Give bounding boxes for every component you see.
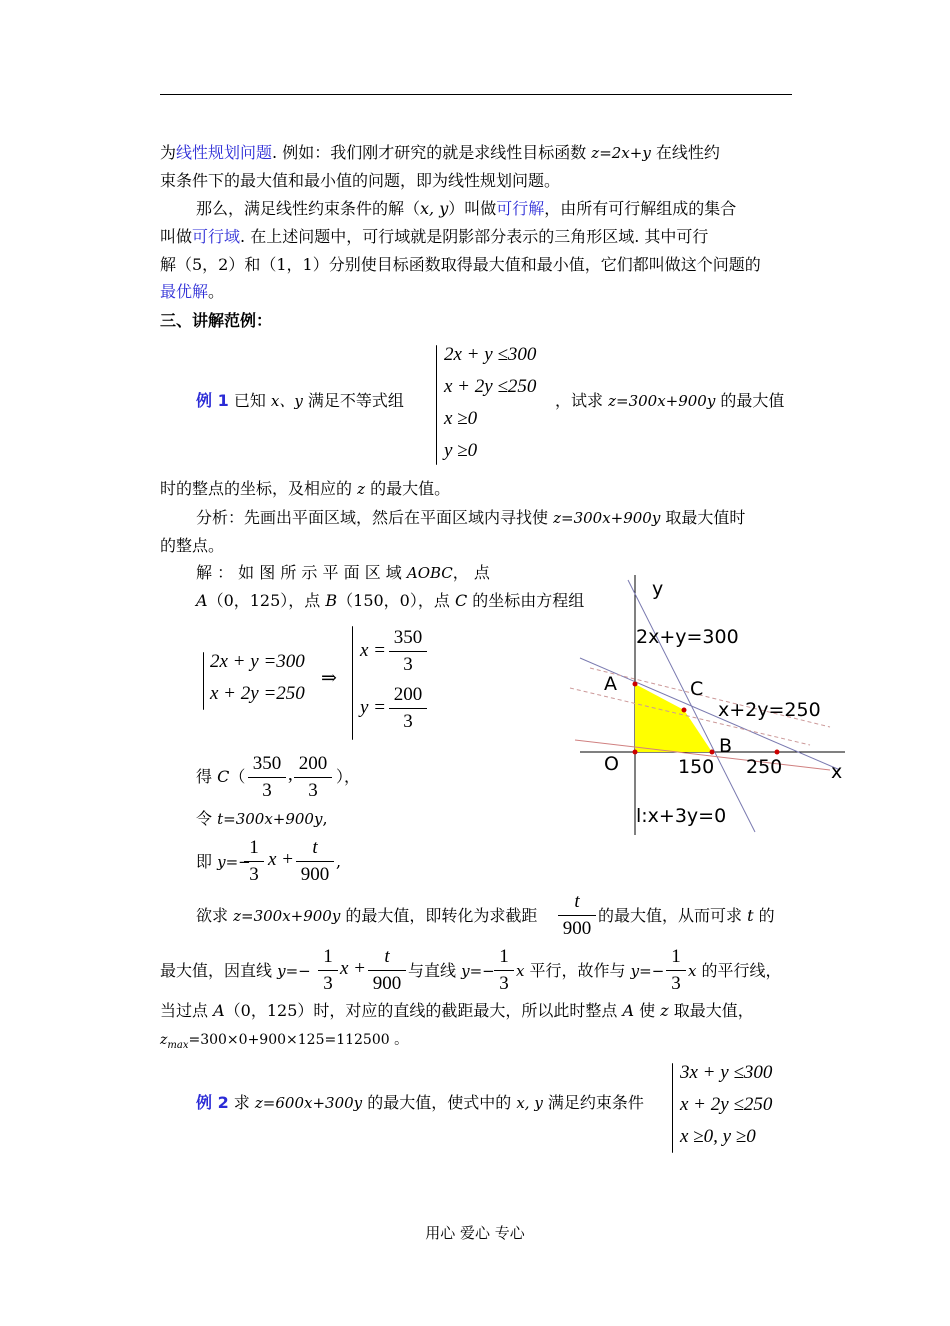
example1-question: ，试求 z=300x+900y 的最大值: [555, 391, 785, 410]
link-linear-programming[interactable]: 线性规划问题: [176, 143, 273, 162]
max-fraction-t-900: t 900: [368, 945, 406, 996]
system2-eq-1: 2x + y =300: [210, 651, 305, 672]
graph-label-A: A: [604, 673, 617, 695]
point-A: [633, 682, 638, 687]
want-line-b: 的最大值，从而可求 t 的: [598, 906, 775, 925]
graph-label-l: l:x+3y=0: [636, 805, 727, 827]
max-line-d: x 的平行线，: [688, 961, 782, 980]
let-t-line: 令 t=300x+900y,: [196, 809, 328, 828]
footer: 用心 爱心 专心: [425, 1224, 525, 1242]
solution-x-label: x =: [360, 640, 387, 661]
max-line-a: 最大值，因直线 y=−: [160, 961, 311, 980]
graph-label-line1: 2x+y=300: [636, 626, 739, 648]
example2-ineq-3: x ≥0, y ≥0: [680, 1126, 756, 1147]
ie-comma: ,: [336, 852, 342, 871]
solution-line1: 解 ： 如 图 所 示 平 面 区 域 AOBC， 点: [196, 563, 490, 582]
fraction-200-over-3: 200 3: [389, 683, 427, 734]
C-y-fraction: 200 3: [294, 752, 332, 803]
link-feasible-region[interactable]: 可行域: [192, 227, 241, 246]
max-line-c: x 平行，故作与 y=−: [516, 961, 665, 980]
para2-line2: 叫做可行域. 在上述问题中，可行域就是阴影部分表示的三角形区域. 其中可行: [160, 227, 709, 246]
graph-label-x: x: [831, 761, 843, 783]
graph-label-O: O: [604, 753, 619, 775]
example1-label: 例 1: [196, 391, 229, 410]
max-fraction-1-3-a: 1 3: [318, 945, 338, 996]
analysis-line1: 分析：先画出平面区域，然后在平面区域内寻找使 z=300x+900y 取最大值时: [196, 508, 746, 527]
solution-y-label: y =: [360, 697, 387, 718]
C-comma: ,: [288, 764, 293, 785]
point-O: [633, 750, 638, 755]
max-x-plus: x +: [340, 958, 367, 979]
max-line-b: 与直线 y=−: [408, 961, 495, 980]
section-title: 三、讲解范例：: [160, 311, 273, 330]
graph-label-y: y: [652, 578, 664, 600]
link-optimal-solution[interactable]: 最优解: [160, 282, 209, 301]
pass-line: 当过点 A（0，125）时，对应的直线的截距最大，所以此时整点 A 使 z 取最大值，: [160, 1001, 754, 1020]
header-rule: [160, 94, 792, 95]
graph-tick-150: 150: [678, 756, 715, 778]
point-B: [710, 750, 715, 755]
example1-system-brace: [436, 345, 437, 465]
example2-label: 例 2: [196, 1093, 229, 1112]
max-fraction-1-3-b: 1 3: [494, 945, 514, 996]
para2-line1: 那么，满足线性约束条件的解（x, y）叫做可行解，由所有可行解组成的集合: [196, 199, 737, 218]
graph-tick-250: 250: [746, 756, 783, 778]
want-line-a: 欲求 z=300x+900y 的最大值，即转化为求截距: [196, 906, 538, 925]
C-x-fraction: 350 3: [248, 752, 286, 803]
example1-ineq-2: x + 2y ≤250: [444, 376, 537, 397]
graph-label-line2: x+2y=250: [718, 699, 821, 721]
analysis-line2: 的整点。: [160, 536, 225, 555]
max-fraction-1-3-c: 1 3: [666, 945, 686, 996]
example1-intro: 例 1 已知 x、y 满足不等式组: [196, 391, 404, 410]
graph-label-C: C: [690, 678, 704, 700]
implies-arrow: ⇒: [321, 668, 337, 689]
example1-ineq-4: y ≥0: [444, 440, 478, 461]
point-C: [682, 708, 687, 713]
para2-line4: 最优解。: [160, 282, 225, 301]
para1-line1: 为线性规划问题. 例如：我们刚才研究的就是求线性目标函数 z=2x+y 在线性约: [160, 143, 720, 162]
want-fraction-t-900: t 900: [558, 890, 596, 941]
solution-line2: A（0，125），点 B（150，0），点 C 的坐标由方程组: [196, 591, 585, 610]
ie-fraction-1-3: 1 3: [244, 836, 264, 887]
point-250: [775, 750, 780, 755]
system2-brace: [203, 652, 204, 710]
fraction-350-over-3: 350 3: [389, 626, 427, 677]
zmax-line: $z_{max}=300\times 0+900\times 125=112500$ 。: [160, 1032, 409, 1051]
get-C-text: 得 C（: [196, 767, 246, 786]
feasible-region-graph: [560, 570, 850, 840]
example1-ineq-3: x ≥0: [444, 408, 478, 429]
ie-x-plus: x +: [268, 849, 295, 870]
example2-system-brace: [672, 1063, 673, 1153]
example2-ineq-2: x + 2y ≤250: [680, 1094, 773, 1115]
graph-label-B: B: [719, 735, 733, 757]
system2-eq-2: x + 2y =250: [210, 683, 305, 704]
para2-line3: 解（5，2）和（1，1）分别使目标函数取得最大值和最小值，它们都叫做这个问题的: [160, 255, 761, 274]
get-C-close: ），: [336, 767, 361, 786]
example1-ineq-1: 2x + y ≤300: [444, 344, 537, 365]
link-feasible-solution[interactable]: 可行解: [496, 199, 545, 218]
example1-line2: 时的整点的坐标，及相应的 z 的最大值。: [160, 479, 451, 498]
ie-fraction-t-900: t 900: [296, 836, 334, 887]
example2-intro: 例 2 求 z=600x+300y 的最大值，使式中的 x, y 满足约束条件: [196, 1093, 644, 1112]
example2-ineq-1: 3x + y ≤300: [680, 1062, 773, 1083]
para1-line2: 束条件下的最大值和最小值的问题，即为线性规划问题。: [160, 171, 561, 190]
ie-text: 即 y=−: [196, 852, 251, 871]
solution-brace: [352, 626, 353, 740]
